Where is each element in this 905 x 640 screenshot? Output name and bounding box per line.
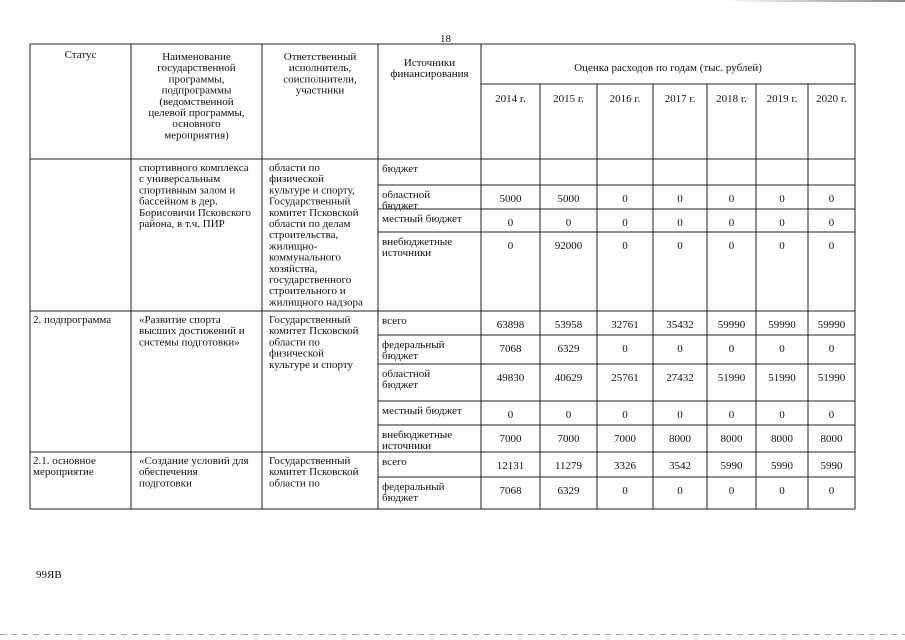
cell-value: 40629	[554, 372, 583, 384]
header-year: 2016 г.	[609, 93, 641, 105]
header-executor: участники	[295, 84, 345, 97]
cell-value: 0	[828, 343, 835, 355]
header-program-name: программы,	[168, 73, 225, 86]
row-executor: строительного и	[269, 285, 346, 298]
cell-value: 27432	[666, 372, 694, 384]
cell-value: 8000	[771, 433, 793, 445]
row-status: 2. подпрограмма	[33, 314, 112, 326]
cell-value: 5990	[771, 460, 793, 472]
cell-value: 0	[677, 193, 683, 205]
row-executor: Государственный	[269, 455, 351, 467]
row-source: федеральный	[382, 339, 445, 351]
cell-value: 51990	[768, 372, 796, 384]
cell-value: 5000	[557, 193, 580, 205]
row-program-name: «Развитие спорта	[139, 314, 221, 326]
cell-value: 51990	[817, 372, 846, 384]
cell-value: 12131	[496, 460, 525, 472]
cell-value: 3326	[614, 460, 636, 472]
row-source: местный бюджет	[382, 213, 462, 225]
row-executor: комитет Псковской	[269, 206, 359, 219]
cell-value: 0	[622, 409, 628, 421]
cell-value: 63898	[496, 319, 525, 331]
row-executor: области по	[269, 477, 320, 490]
scan-edge-bottom	[0, 634, 905, 635]
row-executor: культуре и спорту	[269, 358, 354, 371]
header-program-name: основного	[172, 118, 221, 131]
row-program-name: с универсальным	[139, 173, 221, 186]
cell-value: 59990	[817, 319, 846, 331]
row-status: 2.1. основное	[33, 455, 96, 467]
row-program-name: подготовки	[139, 477, 192, 490]
row-executor: жилищно-	[269, 240, 318, 253]
cell-value: 25761	[611, 372, 639, 384]
row-executor: комитет Псковской	[269, 466, 359, 479]
row-source: бюджет	[382, 350, 418, 363]
cell-value: 0	[828, 240, 835, 252]
row-source: внебюджетные	[382, 236, 453, 248]
cell-value: 11279	[554, 460, 583, 472]
cell-value: 7068	[499, 343, 522, 355]
cell-value: 0	[622, 193, 628, 205]
row-executor: комитет Псковской	[269, 325, 359, 338]
cell-value: 0	[677, 485, 683, 497]
header-sources: финансирования	[390, 68, 469, 81]
cell-value: 0	[728, 485, 735, 497]
row-executor: Государственный	[269, 314, 351, 326]
cell-value: 59990	[717, 319, 746, 331]
header-year: 2018 г.	[716, 93, 747, 105]
row-program-name: системы подготовки»	[139, 336, 240, 349]
cell-value: 49830	[496, 372, 525, 384]
cell-value: 0	[507, 240, 514, 252]
cell-value: 0	[728, 240, 735, 252]
cell-value: 0	[779, 485, 785, 497]
cell-value: 5990	[820, 460, 843, 472]
cell-value: 0	[828, 217, 835, 229]
header-year: 2020 г.	[816, 93, 847, 105]
row-executor: строительства,	[269, 229, 339, 242]
cell-value: 5990	[720, 460, 743, 472]
cell-value: 0	[677, 343, 683, 355]
cell-value: 32761	[611, 319, 639, 331]
cell-value: 6329	[557, 343, 580, 355]
cell-value: 0	[677, 409, 683, 421]
header-executor: соисполнители,	[283, 73, 357, 86]
header-program-name: (ведомственной	[159, 95, 234, 108]
cell-value: 0	[728, 343, 735, 355]
row-source: всего	[382, 315, 407, 327]
row-executor: Государственный	[269, 195, 351, 208]
cell-value: 0	[507, 217, 514, 229]
cell-value: 0	[622, 240, 628, 252]
header-program-name: целевой программы,	[148, 107, 245, 119]
row-source: всего	[382, 456, 407, 468]
cell-value: 0	[828, 409, 835, 421]
header-year: 2019 г.	[766, 93, 798, 105]
header-executor: исполнитель,	[288, 62, 352, 75]
row-source: местный бюджет	[382, 405, 462, 417]
cell-value: 8000	[820, 433, 843, 445]
header-status: Статус	[64, 49, 97, 61]
row-executor: государственного	[269, 274, 352, 286]
cell-value: 0	[507, 409, 514, 421]
header-year: 2015 г.	[553, 93, 584, 105]
row-executor: жилищного надзора	[269, 296, 363, 309]
header-program-name: Наименование	[162, 51, 231, 63]
cell-value: 0	[779, 409, 785, 421]
row-source: бюджет	[382, 200, 418, 213]
cell-value: 0	[828, 193, 835, 205]
cell-value: 0	[828, 485, 835, 497]
row-source: внебюджетные	[382, 429, 453, 441]
header-program-name: мероприятия)	[164, 129, 229, 142]
header-program-name: государственной	[157, 62, 236, 75]
cell-value: 0	[728, 193, 735, 205]
cell-value: 5000	[499, 193, 522, 205]
footer-code: 99ЯВ	[36, 569, 62, 581]
row-source: бюджет	[382, 379, 418, 392]
row-status: мероприятие	[33, 466, 94, 479]
cell-value: 8000	[720, 433, 743, 445]
row-executor: области по	[269, 162, 320, 174]
header-program-name: подпрограммы	[161, 84, 232, 97]
cell-value: 59990	[768, 319, 796, 331]
row-source: областной	[382, 189, 431, 201]
cell-value: 53958	[554, 319, 583, 331]
cell-value: 35432	[666, 319, 694, 331]
row-program-name: высших достижений и	[139, 325, 245, 338]
row-source: федеральный	[382, 481, 445, 493]
cell-value: 0	[677, 240, 683, 252]
row-source: источники	[382, 247, 432, 260]
cell-value: 92000	[554, 240, 583, 252]
row-executor: хозяйства,	[269, 262, 318, 275]
header-estimate: Оценка расходов по годам (тыс. рублей)	[574, 62, 762, 74]
cell-value: 0	[622, 217, 628, 229]
header-executor: Ответственный	[283, 51, 357, 63]
cell-value: 3542	[669, 460, 691, 472]
row-source: бюджет	[382, 163, 418, 175]
cell-value: 7068	[499, 485, 522, 497]
cell-value: 7000	[499, 433, 522, 445]
row-executor: области по делам	[269, 218, 351, 230]
cell-value: 7000	[614, 433, 636, 445]
row-source: бюджет	[382, 492, 418, 505]
cell-value: 7000	[557, 433, 580, 445]
page-number: 18	[440, 33, 451, 45]
cell-value: 6329	[557, 485, 580, 497]
row-source: областной	[382, 368, 431, 380]
header-year: 2014 г.	[495, 93, 526, 105]
cell-value: 0	[677, 217, 683, 229]
row-executor: культуре и спорту,	[269, 184, 355, 197]
row-executor: коммунального	[269, 251, 341, 264]
cell-value: 0	[779, 217, 785, 229]
cell-value: 0	[728, 217, 735, 229]
row-executor: физической	[269, 347, 324, 360]
cell-value: 0	[779, 193, 785, 205]
row-executor: физической	[269, 173, 324, 186]
cell-value: 51990	[717, 372, 746, 384]
row-source: источники	[382, 440, 432, 453]
row-program-name: Борисовичи Псковского	[139, 206, 251, 219]
header-sources: Источники	[403, 57, 456, 69]
header-year: 2017 г.	[664, 93, 696, 105]
cell-value: 0	[565, 217, 572, 229]
cell-value: 0	[779, 343, 785, 355]
cell-value: 0	[728, 409, 735, 421]
row-executor: области по	[269, 336, 320, 349]
row-program-name: обеспечения	[139, 466, 198, 479]
row-program-name: бассейном в дер.	[139, 195, 218, 208]
row-program-name: спортивного комплекса	[139, 162, 249, 174]
row-program-name: района, в т.ч. ПИР	[139, 218, 225, 230]
row-program-name: спортивным залом и	[139, 184, 236, 197]
cell-value: 0	[622, 343, 628, 355]
row-program-name: «Создание условий для	[139, 455, 249, 467]
cell-value: 0	[622, 485, 628, 497]
cell-value: 0	[779, 240, 785, 252]
cell-value: 0	[565, 409, 572, 421]
cell-value: 8000	[669, 433, 691, 445]
